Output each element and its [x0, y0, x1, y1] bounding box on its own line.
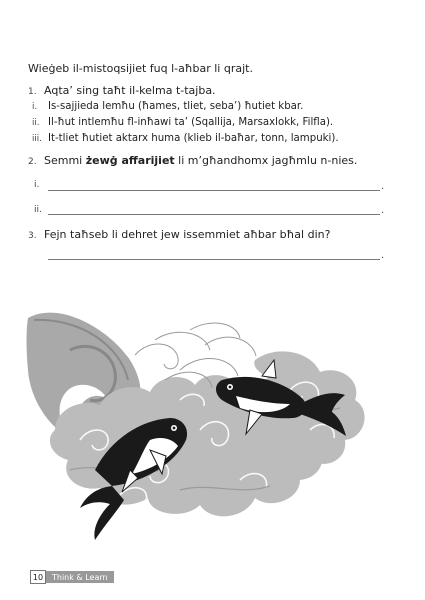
question-text: Fejn taħseb li dehret jew issemmiet aħbar bħal din?	[44, 228, 331, 241]
question-number: 2.	[28, 157, 37, 167]
question-number: 3.	[28, 231, 37, 241]
line-end-dot: .	[381, 205, 385, 216]
answer-line-label: i.	[34, 180, 40, 190]
question-text-end: li m’għandhomx jagħmlu n-nies.	[174, 154, 358, 167]
item-number: i.	[32, 102, 38, 112]
series-label: Think & Learn	[46, 571, 114, 583]
answer-line-label: ii.	[34, 205, 42, 215]
question-number: 1.	[28, 87, 37, 97]
page-footer	[30, 571, 114, 583]
item-number: iii.	[32, 134, 42, 144]
item-text[interactable]: It-tliet ħutiet aktarx huma (klieb il-baħar, tonn, lampuki).	[48, 133, 339, 144]
line-end-dot: .	[381, 181, 385, 192]
page-number: 10	[30, 570, 46, 584]
question-text: Aqta’ sing taħt il-kelma t-tajba.	[44, 84, 216, 97]
question-text-start: Semmi	[44, 154, 86, 167]
instructions: Wieġeb il-mistoqsijiet fuq l-aħbar li qrajt.	[28, 62, 253, 75]
item-number: ii.	[32, 118, 40, 128]
item-text[interactable]: Il-ħut intlemħu fl-inħawi ta’ (Sqallija, Marsaxlokk, Filfla).	[48, 117, 334, 128]
line-end-dot: .	[381, 250, 385, 261]
item-text[interactable]: Is-sajjieda lemħu (ħames, tliet, seba’) ħutiet kbar.	[48, 101, 304, 112]
question-text-bold: żewġ affarijiet	[85, 154, 175, 167]
